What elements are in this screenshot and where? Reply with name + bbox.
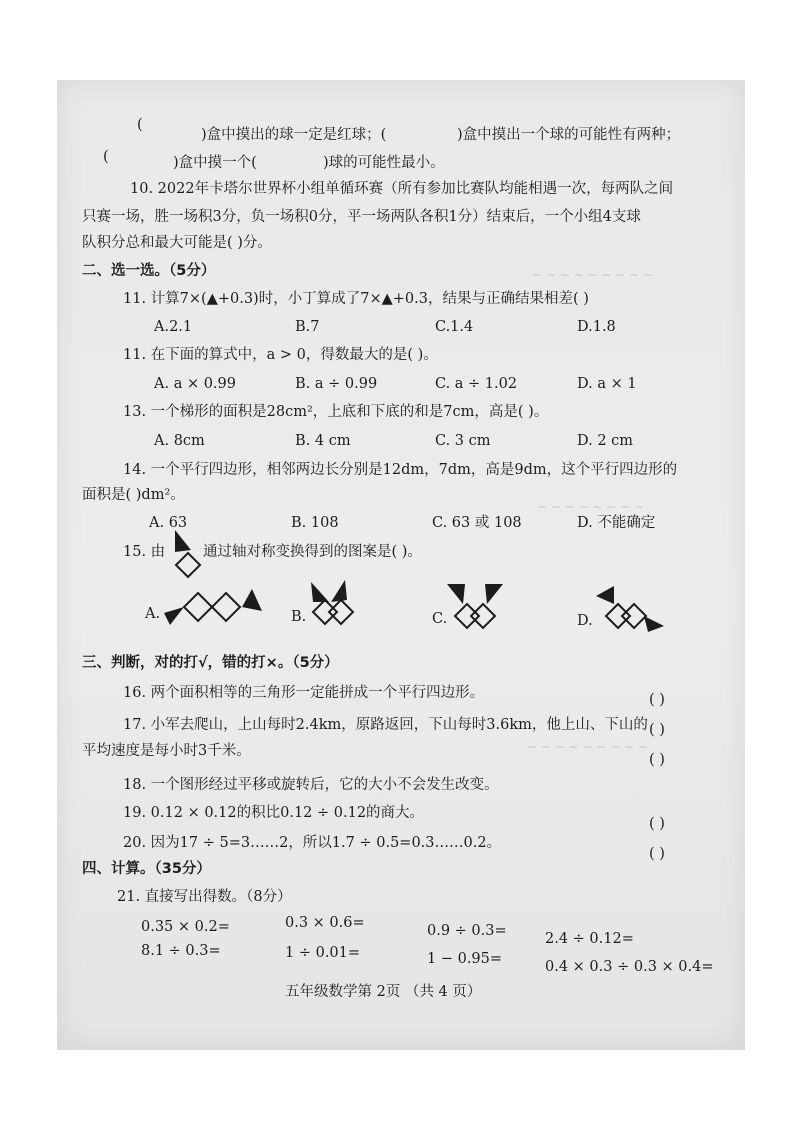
q13-option-b: B. 4 cm xyxy=(295,433,351,449)
diamond-outline-icon xyxy=(212,593,240,621)
q9-line1-part2: )盒中摸出一个球的可能性有两种； xyxy=(457,127,681,143)
judge-q18: 18. 一个图形经过平移或旋转后，它的大小不会发生改变。 xyxy=(123,777,499,793)
q15-option-a-figure xyxy=(162,585,267,629)
section3-title: 三、判断，对的打√，错的打×。（5分） xyxy=(82,655,339,671)
q12-option-d: D. a × 1 xyxy=(577,376,637,392)
q11-option-b: B.7 xyxy=(295,319,320,335)
judge-q20: 20. 因为17 ÷ 5=3……2，所以1.7 ÷ 0.5=0.3……0.2。 xyxy=(123,835,502,851)
diamond-outline-icon xyxy=(313,600,337,624)
diamond-outline-icon xyxy=(176,553,200,577)
q21-item-5: 8.1 ÷ 0.3= xyxy=(141,943,221,959)
judge-q20-answer-paren[interactable]: ( ) xyxy=(649,846,665,862)
judge-q17-line1: 17. 小军去爬山，上山每时2.4km，原路返回，下山每时3.6km，他上山、下山的 xyxy=(123,717,648,733)
q12-option-c: C. a ÷ 1.02 xyxy=(435,376,518,392)
diamond-outline-icon xyxy=(184,593,212,621)
q11-option-a: A.2.1 xyxy=(154,319,193,335)
judge-q17-answer-paren[interactable]: ( ) xyxy=(649,722,665,738)
q9-paren-open-2: ( xyxy=(103,149,109,165)
q14-option-b: B. 108 xyxy=(291,515,339,531)
q11-stem: 11. 计算7×(▲+0.3)时，小丁算成了7×▲+0.3，结果与正确结果相差( ) xyxy=(123,291,589,307)
q13-option-c: C. 3 cm xyxy=(435,433,491,449)
judge-q16-answer-paren[interactable]: ( ) xyxy=(649,692,665,708)
q21-title: 21. 直接写出得数。（8分） xyxy=(117,889,292,905)
diamond-outline-icon xyxy=(606,604,630,628)
q21-item-4: 2.4 ÷ 0.12= xyxy=(545,931,634,947)
q15-stem-b: 通过轴对称变换得到的图案是( )。 xyxy=(203,544,422,560)
diamond-outline-icon xyxy=(471,604,495,628)
flag-triangle-icon xyxy=(331,580,347,602)
q12-stem: 11. 在下面的算式中，a > 0，得数最大的是( )。 xyxy=(123,347,438,363)
flag-triangle-icon xyxy=(485,584,503,604)
page-footer: 五年级数学第 2页 （共 4 页） xyxy=(285,984,482,1000)
exam-page-photo xyxy=(57,80,745,1050)
bleed-through-decoration: ~ ~ ~ ~ ~ ~ ~ ~ ~ xyxy=(532,268,654,282)
q14-option-a: A. 63 xyxy=(149,515,188,531)
q15-option-c-figure xyxy=(445,580,507,640)
q13-option-a: A. 8cm xyxy=(154,433,205,449)
q9-line2-part1: )盒中摸一个( xyxy=(173,155,257,171)
judge-q17-answer-paren-2[interactable]: ( ) xyxy=(649,752,665,768)
diamond-outline-icon xyxy=(329,600,353,624)
judge-q19-answer-paren[interactable]: ( ) xyxy=(649,816,665,832)
q21-item-8: 0.4 × 0.3 ÷ 0.3 × 0.4= xyxy=(545,959,714,975)
section4-title: 四、计算。（35分） xyxy=(82,861,211,877)
judge-q16: 16. 两个面积相等的三角形一定能拼成一个平行四边形。 xyxy=(123,685,485,701)
q14-option-d: D. 不能确定 xyxy=(577,515,656,531)
q21-item-7: 1 − 0.95= xyxy=(427,951,503,967)
flag-triangle-icon xyxy=(311,582,329,602)
q11-option-d: D.1.8 xyxy=(577,319,616,335)
q21-item-3: 0.9 ÷ 0.3= xyxy=(427,923,507,939)
q14-option-c: C. 63 或 108 xyxy=(432,515,522,531)
q15-option-d-label: D. xyxy=(577,613,593,629)
q15-option-c-label: C. xyxy=(432,611,448,627)
q15-option-a-label: A. xyxy=(145,606,161,622)
q9-line1-part1: )盒中摸出的球一定是红球；( xyxy=(201,127,387,143)
flag-triangle-icon xyxy=(596,586,614,604)
q21-item-1: 0.35 × 0.2= xyxy=(141,919,230,935)
q14-line2: 面积是( )dm²。 xyxy=(82,487,185,503)
judge-q19: 19. 0.12 × 0.12的积比0.12 ÷ 0.12的商大。 xyxy=(123,805,425,821)
diamond-outline-icon xyxy=(455,604,479,628)
judge-q17-line2: 平均速度是每小时3千米。 xyxy=(82,743,251,759)
q10-line1: 10. 2022年卡塔尔世界杯小组单循环赛（所有参加比赛队均能相遇一次，每两队之间 xyxy=(130,181,674,197)
bleed-through-decoration: ~ ~ ~ ~ ~ ~ ~ ~ xyxy=(537,500,645,514)
q11-option-c: C.1.4 xyxy=(435,319,474,335)
flag-triangle-icon xyxy=(164,607,184,625)
q13-option-d: D. 2 cm xyxy=(577,433,634,449)
flag-triangle-icon xyxy=(242,589,262,611)
section2-title: 二、选一选。（5分） xyxy=(82,263,216,279)
q14-line1: 14. 一个平行四边形，相邻两边长分别是12dm，7dm，高是9dm，这个平行四边形的 xyxy=(123,462,678,478)
q10-line2: 只赛一场，胜一场积3分，负一场积0分，平一场两队各积1分）结束后，一个小组4支球 xyxy=(82,209,641,225)
q15-option-b-label: B. xyxy=(291,609,307,625)
q13-stem: 13. 一个梯形的面积是28cm²，上底和下底的和是7cm，高是( )。 xyxy=(123,404,549,420)
q9-line2-part2: )球的可能性最小。 xyxy=(323,155,445,171)
q12-option-b: B. a ÷ 0.99 xyxy=(295,376,378,392)
flag-triangle-icon xyxy=(644,616,664,632)
q10-line3: 队积分总和最大可能是( )分。 xyxy=(82,235,272,251)
flag-triangle-icon xyxy=(175,530,191,552)
q15-stem-a: 15. 由 xyxy=(123,544,166,560)
bleed-through-decoration: ~ ~ ~ ~ ~ ~ ~ ~ ~ xyxy=(527,740,649,754)
q15-option-d-figure xyxy=(592,582,668,636)
flag-triangle-icon xyxy=(447,584,465,604)
q15-option-b-figure xyxy=(305,578,363,636)
q12-option-a: A. a × 0.99 xyxy=(154,376,236,392)
q9-paren-open-1: ( xyxy=(137,117,143,133)
q21-item-6: 1 ÷ 0.01= xyxy=(285,945,361,961)
diamond-outline-icon xyxy=(622,604,646,628)
q21-item-2: 0.3 × 0.6= xyxy=(285,915,365,931)
